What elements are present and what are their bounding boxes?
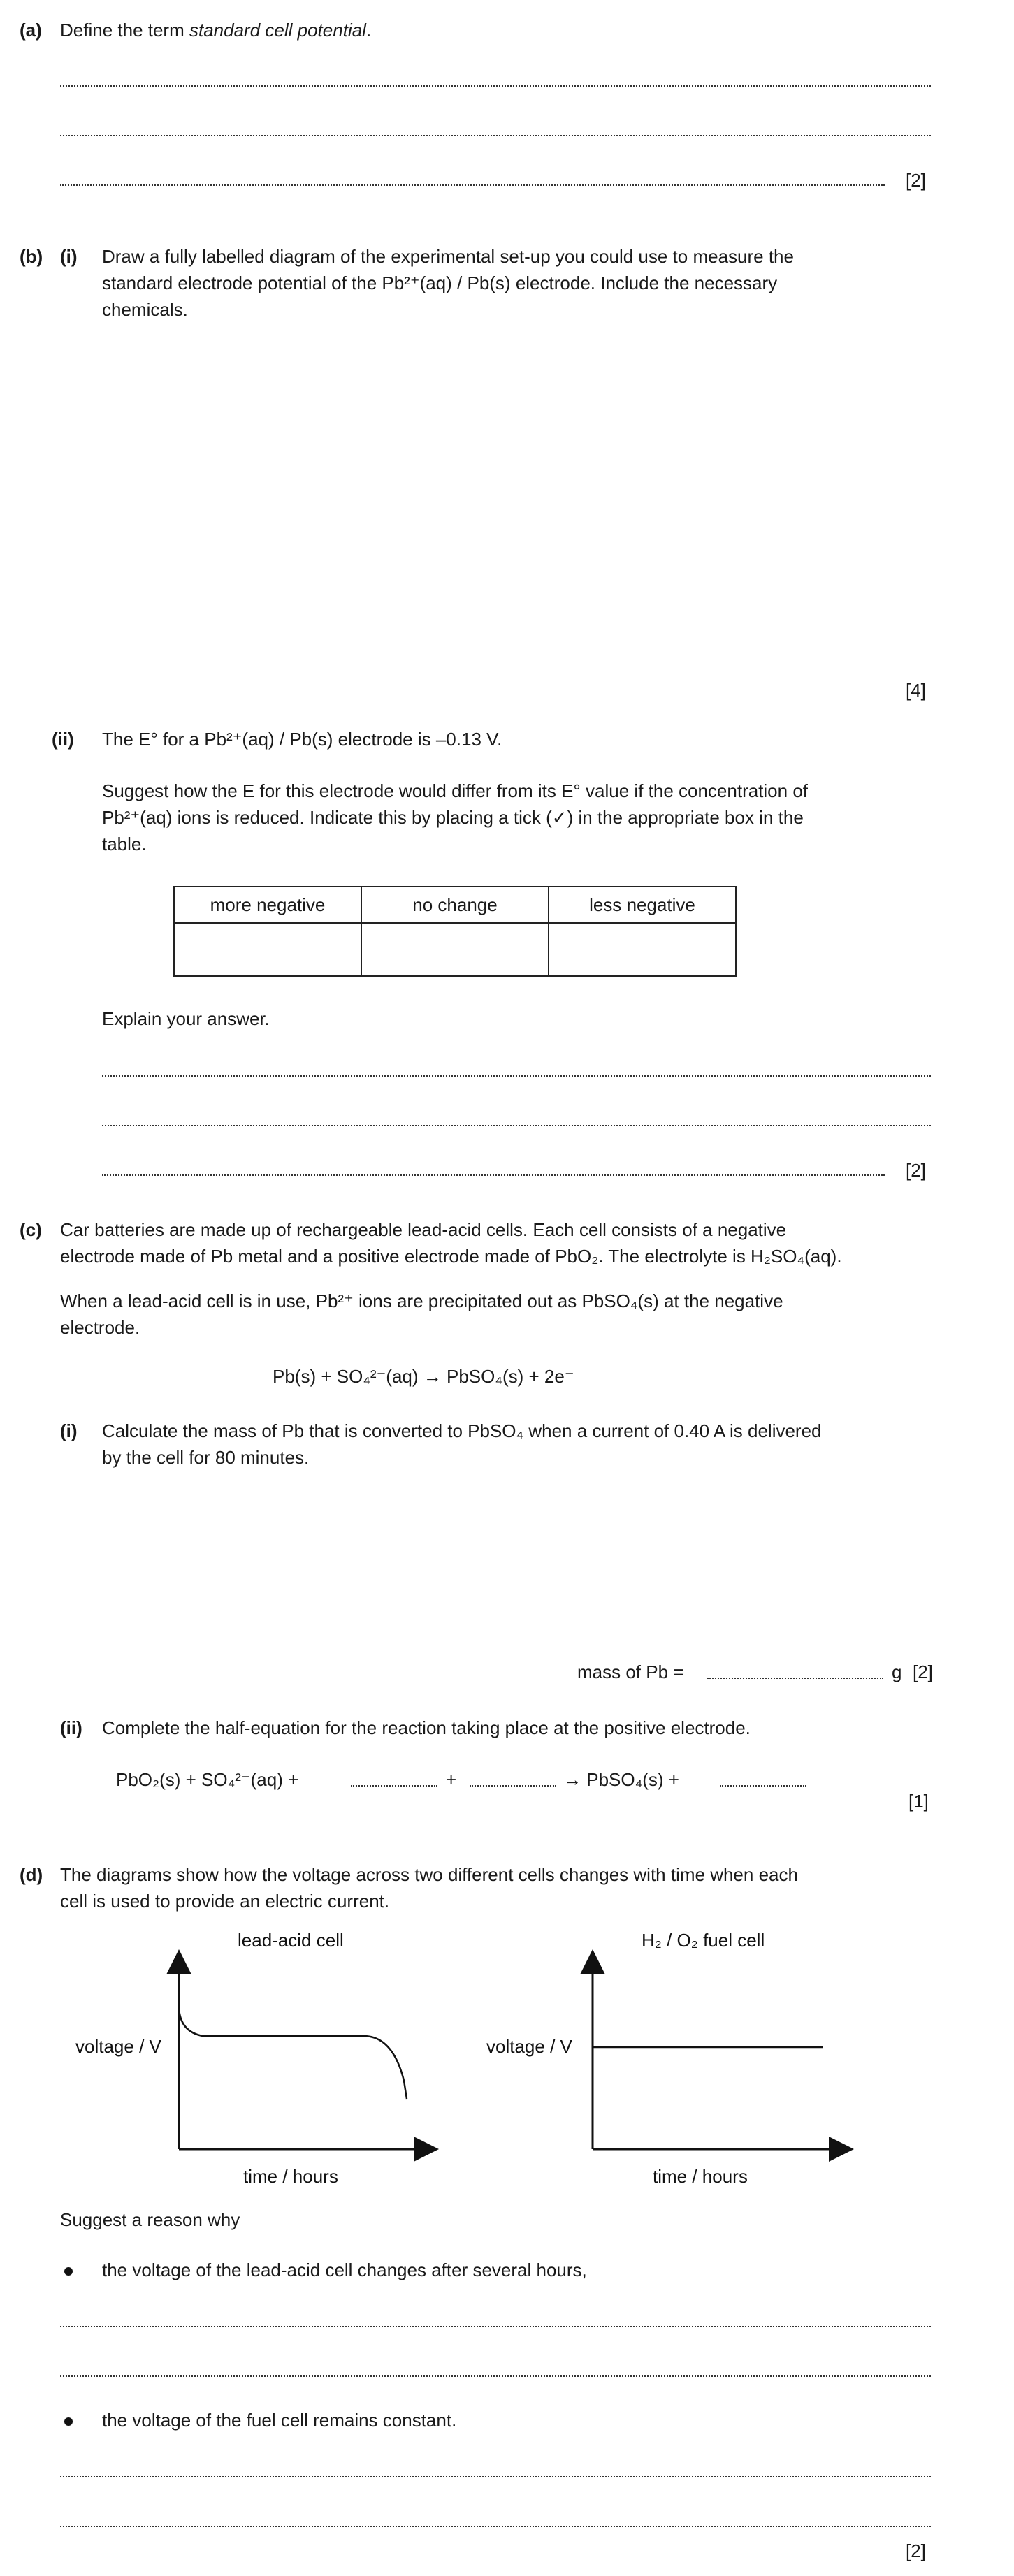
half-equation-start: PbO₂(s) + SO₄²⁻(aq) +	[116, 1769, 299, 1790]
half-equation-arrow: → PbSO₄(s) +	[563, 1769, 679, 1790]
part-c-para2: electrode.	[60, 1317, 140, 1338]
table-header-more-negative: more negative	[174, 887, 361, 923]
part-d-marks: [2]	[906, 2540, 926, 2561]
part-c-equation: Pb(s) + SO₄²⁻(aq) → PbSO₄(s) + 2e⁻	[273, 1366, 574, 1387]
part-b-ii-suggest: table.	[102, 834, 147, 854]
part-b-i-line: Draw a fully labelled diagram of the experimental set-up you could use to measure the	[102, 246, 794, 267]
answer-line[interactable]	[60, 184, 885, 186]
x-axis-label: time / hours	[653, 2166, 748, 2187]
y-axis-label: voltage / V	[75, 2036, 161, 2057]
part-b-ii-label: (ii)	[52, 729, 74, 750]
part-a-question-post: .	[365, 20, 372, 41]
part-b-i-marks: [4]	[906, 680, 926, 701]
part-b-ii-suggest: Pb²⁺(aq) ions is reduced. Indicate this by placing a tick (✓) in the appropriate box in the	[102, 807, 804, 828]
mass-answer-line[interactable]	[707, 1678, 883, 1679]
answer-line[interactable]	[60, 85, 931, 87]
tick-box-more-negative[interactable]	[174, 923, 361, 976]
part-a-question-pre: Define the term	[60, 20, 189, 41]
part-a-term: standard cell potential	[189, 20, 366, 41]
y-axis-label: voltage / V	[486, 2036, 572, 2057]
answer-line[interactable]	[60, 2526, 931, 2527]
answer-line[interactable]	[102, 1174, 885, 1176]
part-b-i-line: standard electrode potential of the Pb²⁺(aq) / Pb(s) electrode. Include the necessary	[102, 272, 778, 293]
answer-line[interactable]	[60, 2476, 931, 2477]
part-b-ii-marks: [2]	[906, 1160, 926, 1181]
part-b-ii-statement: The E° for a Pb²⁺(aq) / Pb(s) electrode is –0.13 V.	[102, 729, 502, 750]
part-c-label: (c)	[20, 1219, 42, 1240]
answer-line[interactable]	[60, 135, 931, 136]
table-header-less-negative: less negative	[549, 887, 736, 923]
half-equation-blank-2[interactable]	[470, 1785, 556, 1787]
part-c-para1: electrode made of Pb metal and a positive electrode made of PbO₂. The electrolyte is H₂SO₄(aq).	[60, 1246, 842, 1267]
answer-line[interactable]	[102, 1125, 931, 1126]
part-d-bullet-2: the voltage of the fuel cell remains constant.	[102, 2410, 457, 2431]
part-b-ii-suggest: Suggest how the E for this electrode would differ from its E° value if the concentration of	[102, 780, 809, 801]
x-axis-label: time / hours	[243, 2166, 338, 2187]
bullet-icon	[64, 2417, 73, 2426]
half-equation-blank-3[interactable]	[720, 1785, 806, 1787]
part-b-ii-explain: Explain your answer.	[102, 1008, 270, 1029]
answer-line[interactable]	[102, 1075, 931, 1077]
lead-acid-cell-graph	[70, 1928, 489, 2187]
part-d-label: (d)	[20, 1864, 43, 1885]
part-c-ii-line: Complete the half-equation for the reaction taking place at the positive electrode.	[102, 1717, 751, 1738]
part-d-line: cell is used to provide an electric current.	[60, 1891, 390, 1912]
part-b-label: (b)	[20, 246, 43, 267]
part-b-i-line: chemicals.	[102, 299, 188, 320]
tick-box-less-negative[interactable]	[549, 923, 736, 976]
part-c-i-line: by the cell for 80 minutes.	[102, 1447, 310, 1468]
part-d-line: The diagrams show how the voltage across two different cells changes with time when each	[60, 1864, 798, 1885]
part-a-marks: [2]	[906, 170, 926, 191]
part-c-i-line: Calculate the mass of Pb that is converted to PbSO₄ when a current of 0.40 A is delivered	[102, 1420, 822, 1441]
part-d-suggest: Suggest a reason why	[60, 2209, 240, 2230]
graph-title: H₂ / O₂ fuel cell	[642, 1930, 765, 1951]
part-c-para2: When a lead-acid cell is in use, Pb²⁺ ions are precipitated out as PbSO₄(s) at the negative	[60, 1290, 783, 1311]
mass-answer-unit: g	[892, 1661, 902, 1682]
part-a-question	[60, 20, 371, 41]
part-c-i-marks: [2]	[913, 1661, 933, 1682]
part-c-para1: Car batteries are made up of rechargeable lead-acid cells. Each cell consists of a negative	[60, 1219, 787, 1240]
half-equation-blank-1[interactable]	[351, 1785, 437, 1787]
fuel-cell-graph	[482, 1928, 901, 2187]
diagram-drawing-area[interactable]	[102, 335, 931, 664]
mass-answer-prefix: mass of Pb =	[577, 1661, 684, 1682]
part-a-label: (a)	[20, 20, 42, 41]
bullet-icon	[64, 2267, 73, 2276]
answer-line[interactable]	[60, 2375, 931, 2377]
part-b-i-label: (i)	[60, 246, 78, 267]
lead-acid-voltage-curve	[179, 2008, 407, 2099]
tick-box-no-change[interactable]	[361, 923, 549, 976]
tick-table	[173, 886, 737, 977]
calculation-area[interactable]	[102, 1481, 931, 1642]
part-c-ii-label: (ii)	[60, 1717, 82, 1738]
part-c-i-label: (i)	[60, 1420, 78, 1441]
part-c-ii-marks: [1]	[908, 1791, 929, 1812]
half-equation-plus: +	[446, 1769, 457, 1790]
answer-line[interactable]	[60, 2326, 931, 2327]
graph-title: lead-acid cell	[238, 1930, 344, 1951]
part-d-bullet-1: the voltage of the lead-acid cell changes after several hours,	[102, 2260, 587, 2280]
table-header-no-change: no change	[361, 887, 549, 923]
